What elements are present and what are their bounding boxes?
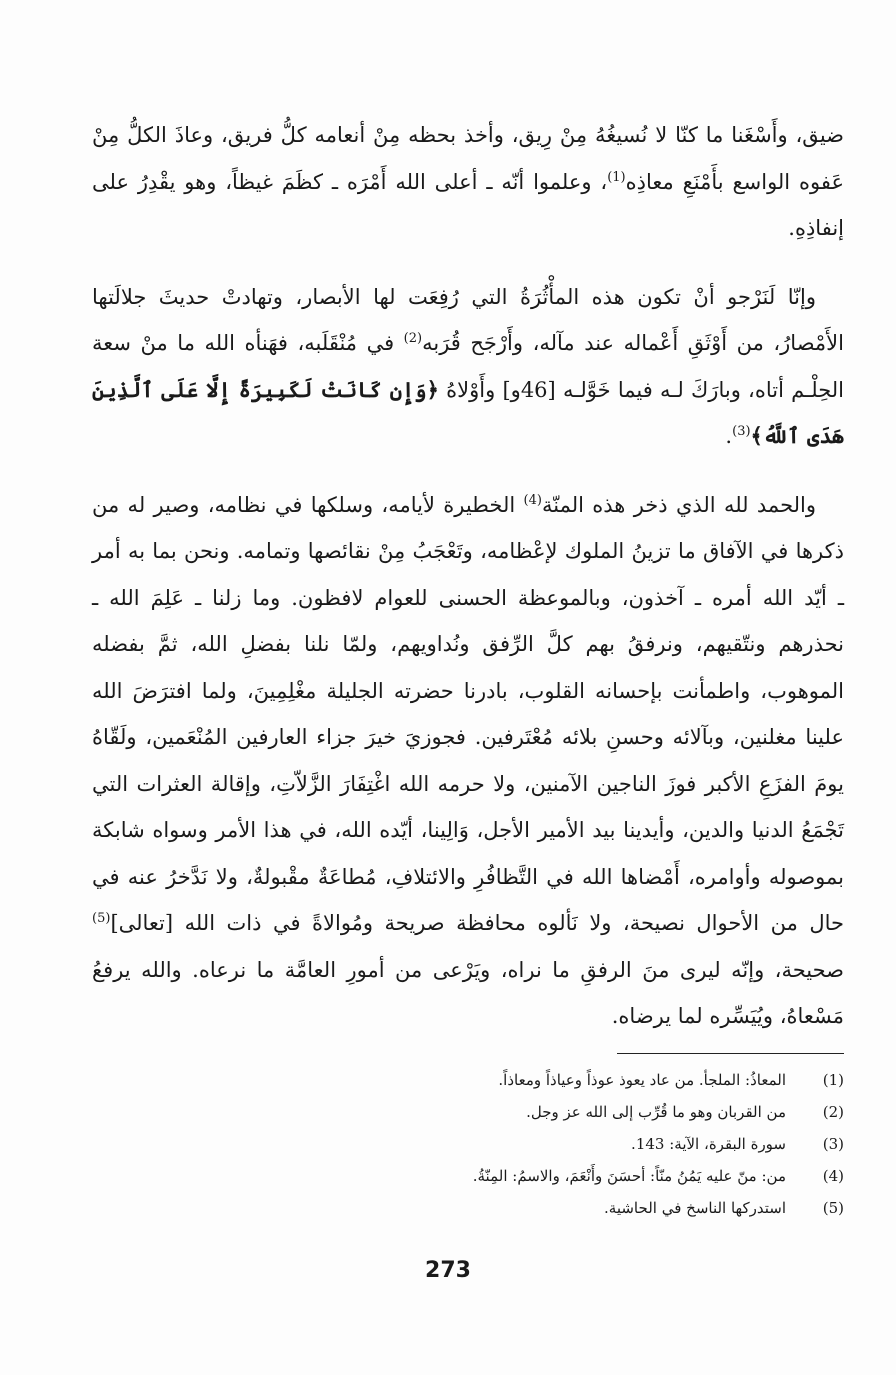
footnote-ref-4: (4): [523, 492, 542, 508]
text-run: صحيحة، وإنّه ليرى منَ الرفقِ ما نراه، ويَرْعى من أمورِ العامَّة ما نرعاه. والله يرفعُ مَسْعاهُ، ويُيَسِّره لما يرضاه.: [92, 957, 844, 1028]
footnote-text: استدركها الناسخ في الحاشية.: [604, 1199, 786, 1217]
footnote-text: سورة البقرة، الآية: 143.: [631, 1135, 786, 1153]
text-run: .: [725, 424, 733, 448]
paragraph-3: [92, 482, 844, 1040]
footnote-number: (1): [822, 1071, 844, 1089]
footnote-number: (3): [822, 1135, 844, 1153]
footnote-item: [260, 1192, 844, 1224]
main-text: [92, 112, 844, 1062]
footnote-item: [260, 1128, 844, 1160]
footnotes: [260, 1064, 844, 1224]
footnote-number: (4): [822, 1167, 844, 1185]
footnote-number: (5): [822, 1199, 844, 1217]
footnote-number: (2): [822, 1103, 844, 1121]
paragraph-1: [92, 112, 844, 252]
footnote-item: [260, 1096, 844, 1128]
footnote-text: من: منّ عليه يَمُنُ منّاً: أحسَنَ وأَنْعَمَ، والاسمُ: المِنّةُ.: [472, 1167, 786, 1185]
footnote-text: المعاذُ: الملجأ. من عاد يعوذ عوذاً وعياذاً ومعاذاً.: [498, 1071, 786, 1089]
text-run: الخطيرة لأيامه، وسلكها في نظامه، وصير له من ذكرها في الآفاق ما تزينُ الملوك لإعْظامه، وتَعْجَبُ مِنْ نقائصها وتمامه. ونحن بما به أمر ـ أيّد الله أمره ـ آخذون، وبالموعظة الحسنى للعوام لافظون. وما زلنا ـ عَلِمَ الله ـ نحذرهم ونتّقيهم، ونرفقُ بهم كلَّ الرِّفق ونُداويهم، ولمّا نلنا بفضلِ الله، ثمَّ بفضله الموهوب، واطمأنت بإحسانه القلوب، بادرنا حضرته الجليلة مغْلِمِينَ، ولما افترَضَ الله علينا مغلنين، وبآلائه وحسنِ بلائه مُعْتَرفين. فجوزيَ خيرَ جزاء العارفين المُنْعَمين، ولَقّاهُ يومَ الفزَعِ الأكبر فوزَ الناجين الآمنين، ولا حرمه الله اغْتِفَارَ الزَّلاّتِ، وإقالة العثرات التي تَجْمَعُ الدنيا والدين، وأيدينا بيد الأمير الأجل، وَالِينا، أيّده الله، في هذا الأمر وسواه شابكة بموصوله وأوامره، أَمْضاها الله في التَّظافُرِ والائتلافِ، مُطاعَةٌ مقْبولةٌ، ولا نَدَّخرُ عنه في حال من الأحوال نصيحة، ولا نَألوه محافظة صريحة ومُوالاةً في ذات الله [تعالى]: [92, 492, 844, 935]
page-number: 273: [425, 1258, 471, 1283]
footnote-ref-3: (3): [732, 424, 751, 439]
footnote-text: من القربان وهو ما قُرِّب إلى الله عز وجل.: [526, 1103, 786, 1121]
footnote-separator: [617, 1053, 844, 1054]
paragraph-2: [92, 274, 844, 460]
text-run: في مُنْقَلَبه، فهَنأه الله ما منْ سعة الحِلْـم أتاه، وبارَكَ لـه فيما خَوَّلـه [46و] وأَوْلاهُ: [92, 331, 845, 402]
footnote-ref-1: (1): [607, 169, 626, 185]
text-run: ضيق، وأَسْغَنا ما كنّا لا نُسيغُهُ مِنْ رِيق، وأخذ بحظه مِنْ أنعامه كلُّ فريق، وعاذَ الكلُّ مِنْ عَفوه الواسع بأَمْنَعِ معاذِه: [92, 123, 844, 194]
footnote-item: [260, 1064, 844, 1096]
footnote-item: [260, 1160, 844, 1192]
quran-verse: ﴿وَإِن كَانَتْ لَكَبِيرَةً إِلَّا عَلَى ٱلَّذِينَ هَدَى ٱللَّهُ﴾: [92, 376, 844, 448]
footnote-ref-2: (2): [403, 331, 423, 346]
text-run: والحمد لله الذي ذخر هذه المنّة: [541, 492, 816, 517]
footnote-ref-5: (5): [92, 911, 111, 926]
text-run: ، وعلموا أنّه ـ أعلى الله أَمْرَه ـ كظَمَ غيظاً، وهو يقْدِرُ على إنفاذِهِ.: [92, 169, 844, 240]
text-run: وإنّا لَنَرْجو أنْ تكون هذه المأْثُرَةُ التي رُفِعَت لها الأبصار، وتهادتْ حديثَ جلالَتها الأَمْصارُ، من أَوْثَقِ أَعْماله عند مآله، وأَرْجَح قُرَبه: [92, 284, 844, 355]
